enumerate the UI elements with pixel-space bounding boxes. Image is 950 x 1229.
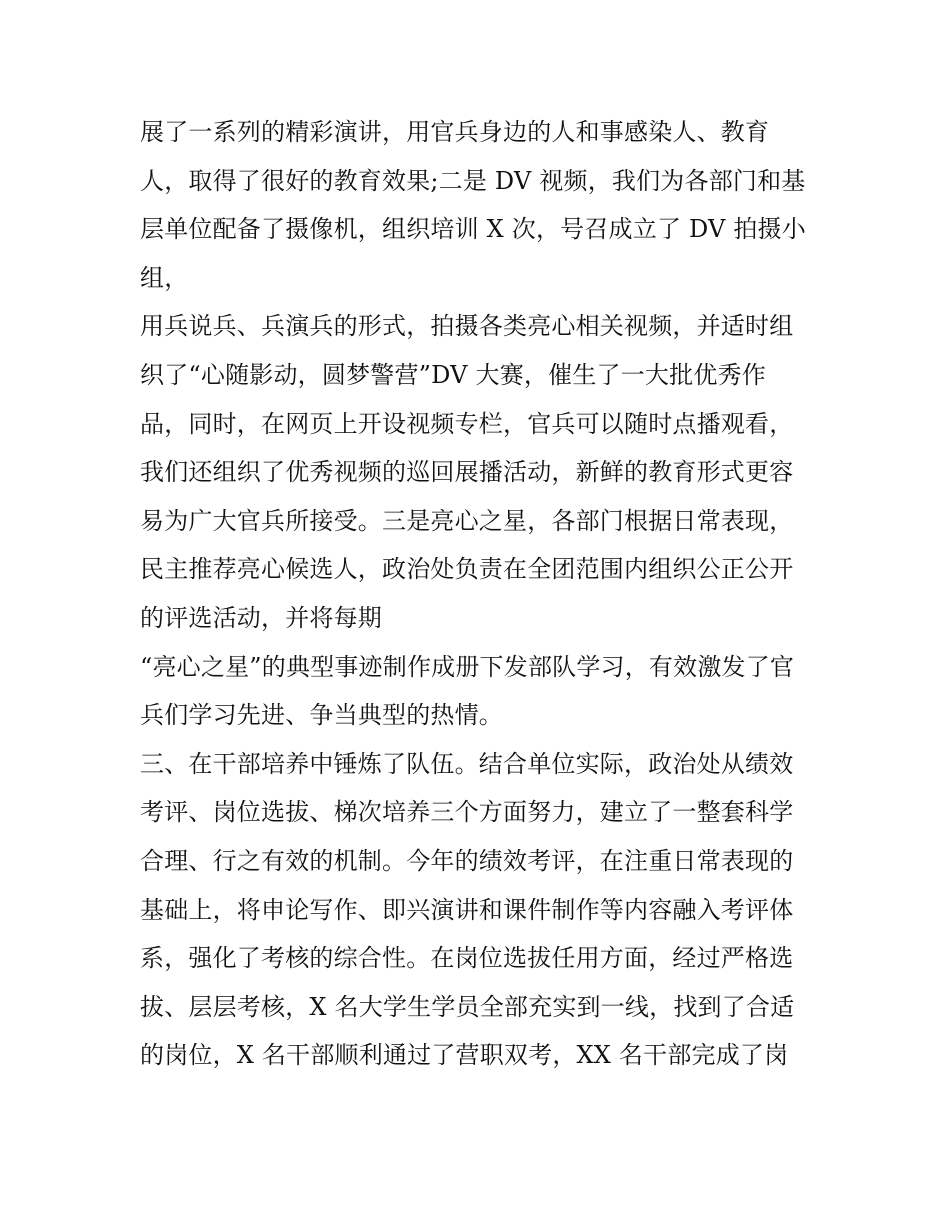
text-line: 层单位配备了摄像机，组织培训 X 次，号召成立了 DV 拍摄小 xyxy=(140,215,806,244)
body-text xyxy=(140,108,840,1080)
text-line: 系，强化了考核的综合性。在岗位选拔任用方面，经过严格选 xyxy=(140,944,794,973)
text-line: 民主推荐亮心候选人，政治处负责在全团范围内组织公正公开 xyxy=(140,555,794,584)
text-line: 我们还组织了优秀视频的巡回展播活动，新鲜的教育形式更容 xyxy=(140,458,794,487)
text-line: 品，同时，在网页上开设视频专栏，官兵可以随时点播观看， xyxy=(140,409,794,438)
text-line: 三、在干部培养中锤炼了队伍。结合单位实际，政治处从绩效 xyxy=(140,749,794,778)
text-line: 的岗位，X 名干部顺利通过了营职双考，XX 名干部完成了岗 xyxy=(140,1041,789,1070)
text-line: 拔、层层考核，X 名大学生学员全部充实到一线，找到了合适 xyxy=(140,992,795,1021)
text-line: 人，取得了很好的教育效果;二是 DV 视频，我们为各部门和基 xyxy=(140,166,806,195)
text-line: 考评、岗位选拔、梯次培养三个方面努力，建立了一整套科学 xyxy=(140,798,794,827)
text-line: 织了“心随影动，圆梦警营”DV 大赛，催生了一大批优秀作 xyxy=(140,360,766,389)
text-line: 基础上，将申论写作、即兴演讲和课件制作等内容融入考评体 xyxy=(140,895,794,924)
text-line: 组， xyxy=(140,263,189,292)
text-line: 展了一系列的精彩演讲，用官兵身边的人和事感染人、教育 xyxy=(140,118,770,146)
text-line: 易为广大官兵所接受。三是亮心之星，各部门根据日常表现， xyxy=(140,506,794,535)
text-line: “亮心之星”的典型事迹制作成册下发部队学习，有效激发了官 xyxy=(140,652,795,681)
text-line: 的评选活动，并将每期 xyxy=(140,603,382,632)
text-line: 用兵说兵、兵演兵的形式，拍摄各类亮心相关视频，并适时组 xyxy=(140,312,794,341)
text-line: 合理、行之有效的机制。今年的绩效考评，在注重日常表现的 xyxy=(140,846,794,875)
text-line: 兵们学习先进、争当典型的热情。 xyxy=(140,701,503,730)
